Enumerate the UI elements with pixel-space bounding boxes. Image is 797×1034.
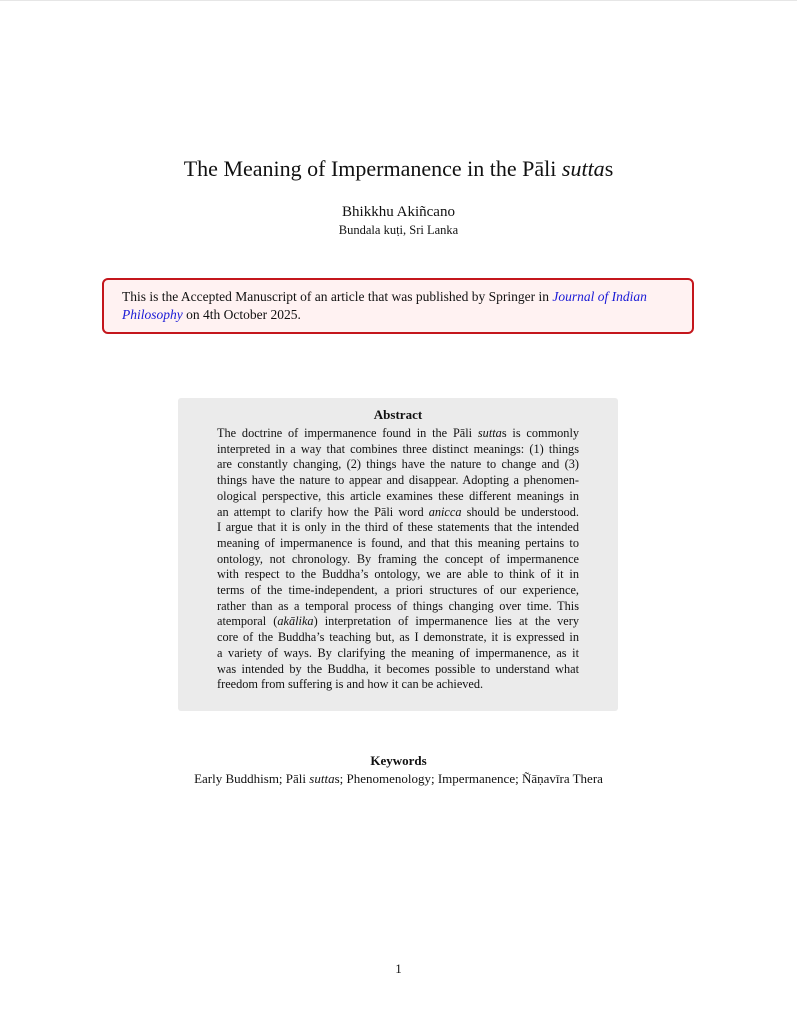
author-name: Bhikkhu Akiñcano bbox=[342, 204, 455, 220]
abstract-line: meaning of impermanence is found, and that this meaning pertains to bbox=[217, 535, 579, 550]
page-top-border bbox=[0, 0, 797, 1]
keywords-list bbox=[0, 770, 797, 787]
title-suffix: s bbox=[604, 156, 614, 181]
abstract-line: with respect to the Buddha’s ontology, we are able to think of it in bbox=[217, 567, 579, 582]
abstract-line: are constantly changing, (2) things have the nature to change and (3) bbox=[217, 457, 579, 472]
notice-suffix: on 4th October 2025. bbox=[182, 307, 301, 322]
page-number: 1 bbox=[395, 961, 402, 976]
keywords-prefix: Early Buddhism; Pāli bbox=[194, 771, 310, 786]
abstract-line: interpreted in a way that combines three distinct meanings: (1) things bbox=[217, 441, 579, 456]
abstract-line: I argue that it is only in the third of these statements that the intended bbox=[217, 520, 579, 535]
keywords-suffix: s; Phenomenology; Impermanence; Ñāṇavīra Thera bbox=[334, 771, 603, 786]
abstract-line: The doctrine of impermanence found in the Pāli suttas is commonly bbox=[217, 426, 580, 440]
abstract-line: terms of the time-independent, a priori structures of our experience, bbox=[217, 583, 579, 598]
abstract-line: things have the nature to appear and disappear. Adopting a phenomen- bbox=[217, 473, 579, 488]
title-italic: sutta bbox=[561, 156, 605, 181]
abstract-line: atemporal (akālika) interpretation of impermanence lies at the very bbox=[217, 614, 579, 629]
abstract-line: was intended by the Buddha, it becomes possible to understand what bbox=[217, 661, 579, 676]
abstract-line: ontology, not chronology. By framing the concept of impermanence bbox=[217, 551, 579, 566]
abstract-line: freedom from suffering is and how it can be achieved. bbox=[217, 677, 484, 692]
author-affiliation: Bundala kuṭi, Sri Lanka bbox=[338, 223, 459, 237]
abstract-line: ological perspective, this article examines these different meanings in bbox=[217, 488, 579, 503]
abstract-box bbox=[178, 398, 618, 711]
manuscript-notice-box bbox=[102, 278, 694, 334]
abstract-line: a variety of ways. By clarifying the meaning of impermanence, as it bbox=[217, 645, 579, 660]
journal-link-line1: Journal of Indian bbox=[552, 289, 647, 304]
notice-prefix: This is the Accepted Manuscript of an article that was published by Springer in bbox=[122, 289, 553, 304]
keywords-heading: Keywords bbox=[370, 753, 427, 768]
keywords-italic: sutta bbox=[309, 771, 335, 786]
abstract-heading: Abstract bbox=[373, 407, 423, 422]
journal-link-line2: Philosophy bbox=[122, 307, 183, 322]
abstract-line: rather than as a temporal process of things changing over time. This bbox=[217, 598, 579, 613]
paper-title bbox=[0, 155, 797, 183]
title-main: The Meaning of Impermanence in the Pāli bbox=[183, 156, 562, 181]
abstract-line: an attempt to clarify how the Pāli word anicca should be understood. bbox=[217, 504, 579, 519]
abstract-line: core of the Buddha’s teaching but, as I demonstrate, it is expressed in bbox=[217, 630, 579, 645]
abstract-text bbox=[217, 426, 579, 693]
